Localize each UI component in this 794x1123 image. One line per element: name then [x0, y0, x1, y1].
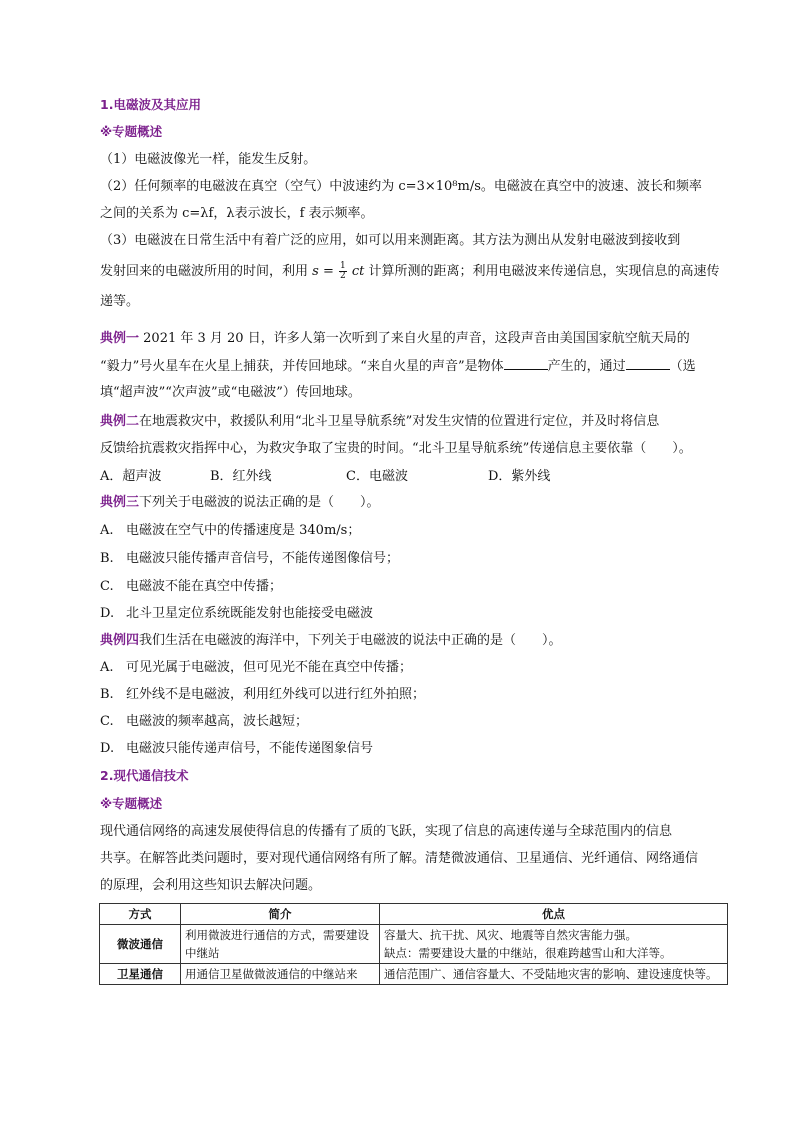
pros-line: 缺点：需要建设大量的中继站，很难跨越雪山和大洋等。 — [384, 946, 672, 960]
example2-options — [100, 468, 550, 486]
table-row — [100, 964, 728, 985]
table-header: 优点 — [380, 904, 728, 925]
formula-fraction — [339, 262, 347, 281]
table-row — [100, 925, 728, 964]
section2-line1: 现代通信网络的高速发展使得信息的传播有了质的飞跃，实现了信息的高速传递与全球范围内的信息 — [100, 824, 673, 839]
table-header-row — [100, 904, 728, 925]
option-letter: B. — [100, 551, 114, 566]
example1-text1: 2021 年 3 月 20 日，许多人第一次听到了来自火星的声音，这段声音由美国国家航空航天局的 — [139, 331, 690, 346]
example4-text: 我们生活在电磁波的海洋中，下列关于电磁波的说法中正确的是（ ）。 — [139, 633, 562, 648]
example3-label: 典例三 — [100, 495, 140, 510]
table-cell-desc: 用通信卫星做微波通信的中继站来 — [181, 964, 380, 985]
table-cell-pros — [380, 925, 728, 964]
example1-text2c: （选 — [669, 359, 696, 374]
section1-paragraph-3b — [100, 262, 720, 281]
comparison-table — [99, 903, 728, 985]
section1-paragraph-3c: 递等。 — [100, 294, 140, 309]
section2-line2: 共享。在解答此类问题时，要对现代通信网络有所了解。清楚微波通信、卫星通信、光纤通信、网络通信 — [100, 851, 699, 866]
example1-line3: 填“超声波”“次声波”或“电磁波”）传回地球。 — [100, 385, 361, 400]
section2-overview-label: ※专题概述 — [100, 796, 163, 811]
answer-blank-1[interactable] — [504, 357, 548, 370]
example4-option-c[interactable] — [100, 713, 308, 731]
section1-paragraph-2a: （2）任何频率的电磁波在真空（空气）中波速约为 c=3×10⁸m/s。电磁波在真空中的波速、波长和频率 — [100, 179, 702, 194]
example3-text: 下列关于电磁波的说法正确的是（ ）。 — [139, 495, 380, 510]
section1-paragraph-2b: 之间的关系为 c=λf，λ表示波长，f 表示频率。 — [100, 206, 374, 221]
answer-blank-2[interactable] — [626, 357, 670, 370]
option-letter: A. — [100, 523, 114, 538]
example4-label: 典例四 — [100, 633, 140, 648]
section1-overview-label: ※专题概述 — [100, 124, 163, 139]
option-b[interactable]: B．红外线 — [210, 469, 272, 484]
option-d[interactable]: D．紫外线 — [488, 469, 551, 484]
option-text: 电磁波的频率越高，波长越短； — [126, 714, 309, 729]
example1-label: 典例一 — [100, 331, 140, 346]
example3-option-a[interactable] — [100, 522, 360, 540]
example2-line1 — [100, 413, 659, 431]
example2-text1: 在地震救灾中，救援队利用“北斗卫星导航系统”对发生灾情的位置进行定位，并及时将信息 — [139, 414, 660, 429]
option-text: 北斗卫星定位系统既能发射也能接受电磁波 — [126, 606, 374, 621]
table-header: 简介 — [181, 904, 380, 925]
section1-paragraph-3a: （3）电磁波在日常生活中有着广泛的应用，如可以用来测距离。其方法为测出从发射电磁波到接收到 — [100, 233, 681, 248]
section1-paragraph-1: （1）电磁波像光一样，能发生反射。 — [100, 152, 317, 167]
option-letter: B. — [100, 687, 114, 702]
option-c[interactable]: C．电磁波 — [346, 469, 408, 484]
fraction-denominator: 2 — [340, 271, 346, 281]
example1-text2a: “毅力”号火星车在火星上捕获，并传回地球。“来自火星的声音”是物体 — [100, 359, 504, 374]
table-cell-pros: 通信范围广、通信容量大、不受陆地灾害的影响、建设速度快等。 — [380, 964, 728, 985]
table-cell-mode: 微波通信 — [100, 925, 181, 964]
example3-option-b[interactable] — [100, 550, 399, 568]
option-letter: A. — [100, 660, 114, 675]
option-text: 电磁波在空气中的传播速度是 340m/s； — [126, 523, 361, 538]
option-text: 红外线不是电磁波，利用红外线可以进行红外拍照； — [126, 687, 426, 702]
example3-option-d[interactable] — [100, 605, 373, 623]
example4-question — [100, 632, 562, 650]
p3b-post-text: 计算所测的距离；利用电磁波来传递信息，实现信息的高速传 — [368, 264, 720, 279]
example1-text2b: 产生的，通过 — [547, 359, 626, 374]
example2-label: 典例二 — [100, 414, 140, 429]
example3-question — [100, 494, 380, 512]
table-header: 方式 — [100, 904, 181, 925]
pros-line: 容量大、抗干扰、风灾、地震等自然灾害能力强。 — [384, 928, 637, 942]
example4-option-b[interactable] — [100, 686, 425, 704]
p3b-pre-text: 发射回来的电磁波所用的时间，利用 — [100, 264, 309, 279]
option-text: 电磁波不能在真空中传播； — [126, 579, 283, 594]
section1-title: 1.电磁波及其应用 — [100, 97, 201, 112]
fraction-numerator: 1 — [340, 261, 346, 271]
example1-line1 — [100, 330, 690, 348]
example3-option-c[interactable] — [100, 578, 282, 596]
example4-option-d[interactable] — [100, 740, 373, 758]
formula-lhs: s = — [312, 264, 334, 279]
section2-line3: 的原理，会利用这些知识去解决问题。 — [100, 878, 322, 893]
option-letter: D. — [100, 741, 115, 756]
option-text: 电磁波只能传递声信号，不能传递图象信号 — [126, 741, 374, 756]
option-text: 电磁波只能传播声音信号，不能传递图像信号； — [126, 551, 400, 566]
option-a[interactable]: A．超声波 — [100, 469, 162, 484]
formula-rhs: ct — [351, 264, 365, 279]
option-letter: D. — [100, 606, 115, 621]
table-cell-desc: 利用微波进行通信的方式，需要建设中继站 — [181, 925, 380, 964]
option-text: 可见光属于电磁波，但可见光不能在真空中传播； — [126, 660, 413, 675]
section2-title: 2.现代通信技术 — [100, 768, 189, 783]
option-letter: C. — [100, 714, 114, 729]
table-cell-mode: 卫星通信 — [100, 964, 181, 985]
example4-option-a[interactable] — [100, 659, 412, 677]
example1-line2 — [100, 357, 696, 376]
option-letter: C. — [100, 579, 114, 594]
example2-line2: 反馈给抗震救灾指挥中心，为救灾争取了宝贵的时间。“北斗卫星导航系统”传递信息主要依靠（ ）。 — [100, 441, 692, 456]
